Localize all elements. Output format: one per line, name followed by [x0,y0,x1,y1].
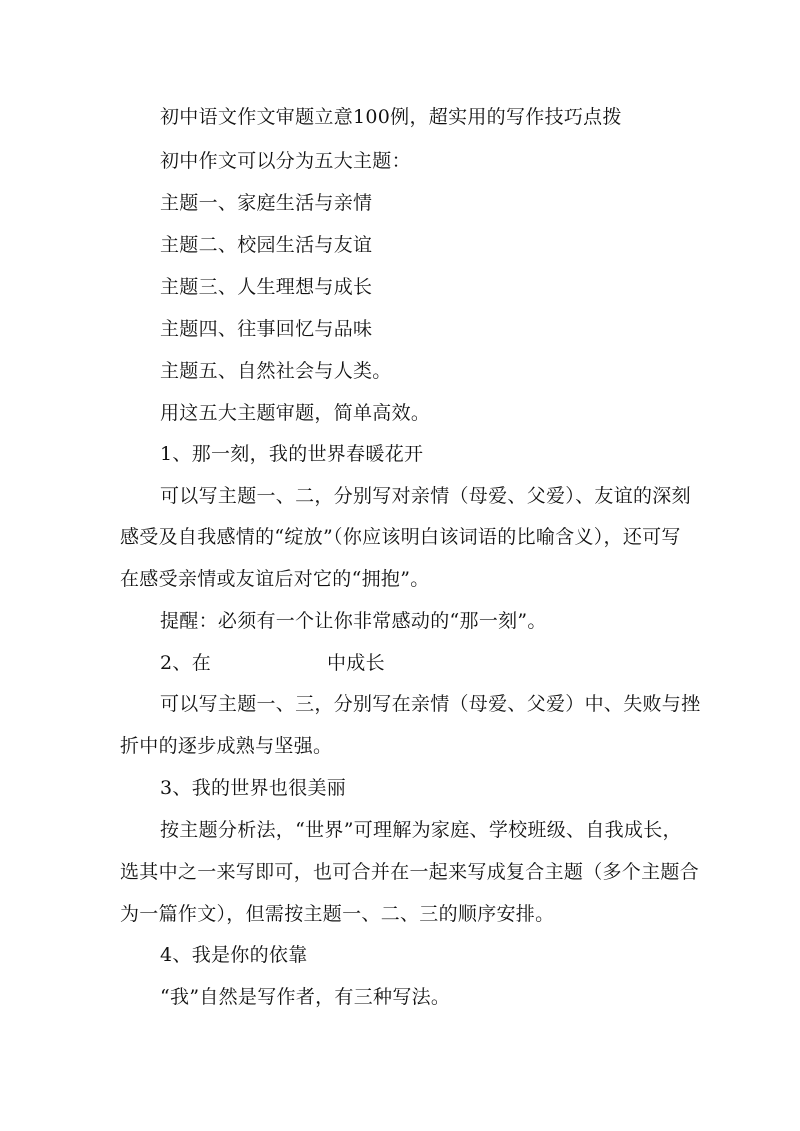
body-line: 选其中之一来写即可，也可合并在一起来写成复合主题（多个主题合 [120,861,700,883]
summary-text: 用这五大主题审题，简单高效。 [160,402,431,424]
item-heading-prefix: 2、在 [160,652,211,674]
theme-item: 主题二、校园生活与友谊 [160,234,373,256]
intro-text: 初中作文可以分为五大主题： [160,150,411,172]
body-line: 折中的逐步成熟与坚强。 [120,735,333,757]
theme-item: 主题三、人生理想与成长 [160,276,373,298]
theme-item: 主题四、往事回忆与品味 [160,318,373,340]
item-heading: 3、我的世界也很美丽 [160,777,347,799]
document-title: 初中语文作文审题立意100例，超实用的写作技巧点拨 [160,106,622,128]
theme-item: 主题一、家庭生活与亲情 [160,192,373,214]
body-line: 感受及自我感情的“绽放”（你应该明白该词语的比喻含义），还可写 [120,526,681,548]
theme-item: 主题五、自然社会与人类。 [160,360,392,382]
body-line: 为一篇作文），但需按主题一、二、三的顺序安排。 [120,903,555,925]
body-line: 可以写主题一、二，分别写对亲情（母爱、父爱）、友谊的深刻 [160,485,691,507]
item-heading: 4、我是你的依靠 [160,944,308,966]
item-heading-suffix: 中成长 [327,652,385,674]
body-line: 在感受亲情或友谊后对它的“拥抱”。 [120,568,430,590]
note-text: 提醒：必须有一个让你非常感动的“那一刻”。 [160,610,547,632]
body-line: 按主题分析法，“世界”可理解为家庭、学校班级、自我成长， [160,819,682,841]
item-heading: 1、那一刻，我的世界春暖花开 [160,443,424,465]
body-line: 可以写主题一、三，分别写在亲情（母爱、父爱）中、失败与挫 [160,693,701,715]
item-heading [160,651,385,675]
body-line: “我”自然是写作者，有三种写法。 [160,986,451,1008]
